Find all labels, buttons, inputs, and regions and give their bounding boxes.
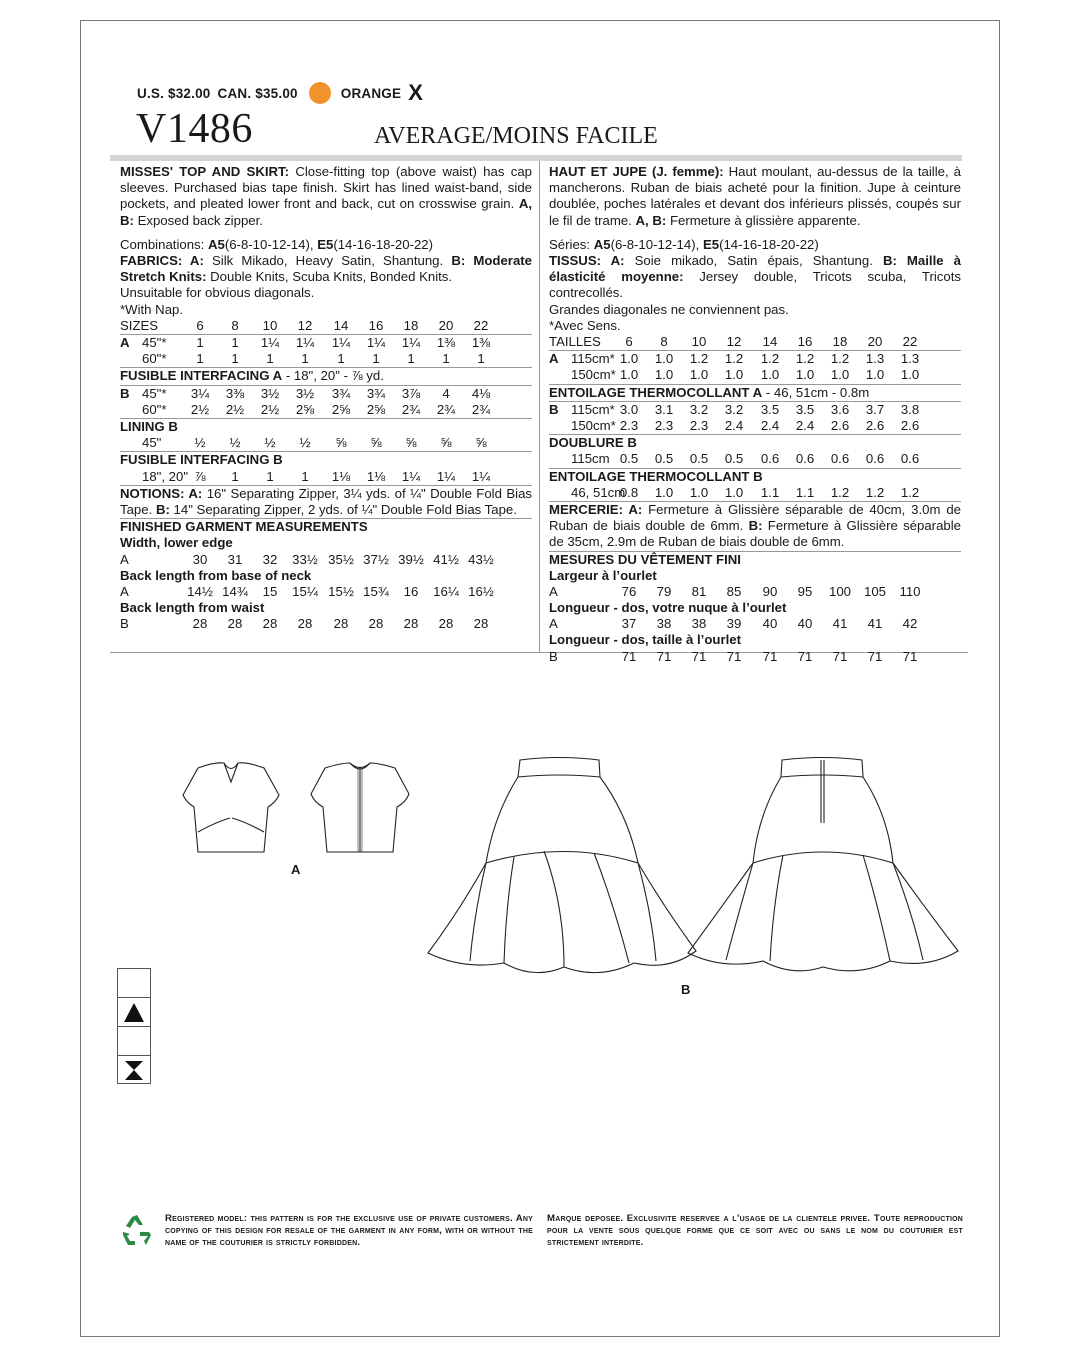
table-cell: ⅝	[335, 435, 347, 451]
table-cell: 2½	[225, 401, 245, 417]
measure-label	[549, 568, 961, 584]
table-cell: 1.0	[830, 367, 850, 383]
table-cell: 1.0	[724, 484, 744, 500]
table-cell: 1¼	[471, 468, 491, 484]
table-cell: 1	[337, 351, 345, 367]
lining-title	[120, 419, 532, 435]
table-row	[120, 402, 532, 419]
nap-note: *Avec Sens.	[549, 317, 621, 333]
table-cell: 3⅞	[401, 385, 421, 401]
table-cell: 1.0	[654, 351, 674, 367]
table-cell: 1.0	[865, 367, 885, 383]
table-cell: 28	[297, 616, 313, 632]
table-cell: 16	[797, 334, 813, 350]
row-label: A	[549, 583, 558, 599]
table-cell: 14	[333, 317, 349, 333]
row-sublabel: 115cm*	[571, 401, 615, 417]
table-cell: 71	[867, 648, 883, 664]
table-cell: 71	[902, 648, 918, 664]
row-sublabel: 60"*	[142, 401, 167, 417]
view-a-label: A	[291, 862, 301, 877]
table-cell: 41	[832, 616, 848, 632]
row-label: A	[120, 583, 129, 599]
table-cell: 12	[726, 334, 742, 350]
table-cell: 1	[231, 335, 239, 351]
table-cell: 71	[726, 648, 742, 664]
table-cell: ⅞	[194, 468, 206, 484]
unsuitable-note: Grandes diagonales ne conviennent pas.	[549, 301, 789, 317]
row-sublabel: 45"*	[142, 335, 167, 351]
table-cell: 1	[477, 351, 485, 367]
measure-label	[549, 632, 961, 648]
table-cell: 16	[368, 317, 384, 333]
row-sublabel: 18", 20"	[142, 468, 189, 484]
table-cell: 1	[196, 335, 204, 351]
table-cell: 1	[301, 468, 309, 484]
table-cell: 41	[867, 616, 883, 632]
interfacing-b-title	[120, 452, 532, 468]
table-cell: 6	[625, 334, 633, 350]
table-cell: 0.8	[619, 484, 639, 500]
table-cell: 0.6	[900, 451, 920, 467]
table-cell: 1.1	[760, 484, 780, 500]
table-cell: 39	[726, 616, 742, 632]
table-cell: 1	[231, 468, 239, 484]
table-cell: 18	[832, 334, 848, 350]
column-divider	[539, 161, 540, 652]
table-cell: 16½	[468, 583, 494, 599]
row-label: B	[549, 648, 558, 664]
table-cell: 20	[867, 334, 883, 350]
row-label: DOUBLURE B	[549, 435, 637, 451]
table-cell: 6	[196, 317, 204, 333]
row-label: Width, lower edge	[120, 535, 233, 551]
hourglass-icon	[117, 1055, 151, 1084]
table-row	[549, 485, 961, 501]
table-cell: 1.2	[689, 351, 709, 367]
table-cell: 2.4	[795, 417, 815, 433]
table-cell: 1.2	[900, 484, 920, 500]
symbol-column	[117, 968, 151, 1084]
table-cell: 71	[621, 648, 637, 664]
table-cell: 2⅝	[331, 401, 351, 417]
table-row	[120, 435, 532, 452]
orange-dot-icon	[309, 82, 331, 104]
table-cell: 16¼	[433, 583, 459, 599]
table-row	[120, 335, 532, 351]
combinations: Séries: A5(6-8-10-12-14), E5(14-16-18-20-22)	[549, 236, 819, 252]
table-cell: 28	[333, 616, 349, 632]
row-label: A	[549, 616, 558, 632]
up-triangle-icon	[117, 997, 151, 1026]
table-cell: 10	[262, 317, 278, 333]
table-cell: ½	[194, 435, 206, 451]
row-label: Back length from waist	[120, 600, 265, 616]
row-label: MESURES DU VÊTEMENT FINI	[549, 551, 741, 567]
measure-label	[549, 600, 961, 616]
table-cell: 2¾	[471, 401, 491, 417]
row-label: A	[120, 335, 130, 351]
row-label: TAILLES	[549, 334, 601, 350]
table-cell: 0.5	[654, 451, 674, 467]
table-cell: 1.0	[619, 367, 639, 383]
table-cell: 71	[762, 648, 778, 664]
table-cell: 2½	[260, 401, 280, 417]
table-cell: 28	[438, 616, 454, 632]
measure-label	[120, 600, 532, 616]
notions: NOTIONS: A: 16" Separating Zipper, 3¼ yds. of ¼" Double Fold Bias Tape. B: 14" Separating Zipper, 2 yds. of ¼" Double Fold Bias Tape.	[120, 485, 532, 517]
table-row	[549, 402, 961, 418]
difficulty-level: AVERAGE/MOINS FACILE	[374, 123, 658, 149]
table-cell: ⅝	[440, 435, 452, 451]
french-column	[549, 164, 961, 665]
table-cell: 28	[403, 616, 419, 632]
table-row	[549, 418, 961, 435]
table-cell: 33½	[292, 551, 318, 567]
table-cell: 71	[832, 648, 848, 664]
table-cell: 71	[691, 648, 707, 664]
row-sublabel: 115cm*	[571, 351, 615, 367]
table-row	[120, 584, 532, 600]
table-cell: 3⅜	[225, 385, 245, 401]
table-cell: ½	[229, 435, 241, 451]
table-cell: 90	[762, 583, 778, 599]
price-us: U.S. $32.00	[137, 85, 211, 101]
description: HAUT ET JUPE (J. femme): Haut moulant, au-dessus de la taille, à mancherons. Ruban de biais acheté pour la finition. Jupe à ceinture doublée, poches latérales et devant dos inférieurs plissés, coupés sur le fil de trame. A, B: Fermeture à glissière apparente.	[549, 164, 961, 228]
table-cell: 40	[797, 616, 813, 632]
english-column	[120, 164, 532, 632]
table-cell: 1.0	[654, 367, 674, 383]
table-cell: 14	[762, 334, 778, 350]
table-cell: 1¼	[401, 335, 421, 351]
row-label: Largeur à l’ourlet	[549, 567, 657, 583]
yardage-table	[549, 334, 961, 501]
table-cell: 95	[797, 583, 813, 599]
row-label: B	[549, 401, 559, 417]
table-row	[549, 451, 961, 468]
view-b-label: B	[681, 982, 691, 997]
table-cell: 3¼	[190, 385, 210, 401]
table-cell: 2.3	[619, 417, 639, 433]
table-cell: 1¼	[331, 335, 351, 351]
view-b-skirt-back-drawing	[678, 755, 968, 985]
table-cell: 3.1	[654, 401, 674, 417]
table-cell: 3.2	[689, 401, 709, 417]
table-cell: 8	[231, 317, 239, 333]
x-mark: X	[408, 80, 424, 105]
table-cell: 1¼	[260, 335, 280, 351]
nap-note: *With Nap.	[120, 301, 184, 317]
price-line	[137, 82, 430, 104]
table-cell: 3.5	[795, 401, 815, 417]
view-a-top-front-drawing	[176, 760, 286, 860]
row-sublabel: 60"*	[142, 351, 167, 367]
unsuitable-note: Unsuitable for obvious diagonals.	[120, 285, 315, 301]
table-cell: 100	[828, 583, 851, 599]
table-cell: 4⅛	[471, 385, 491, 401]
row-label: SIZES	[120, 317, 159, 333]
table-row	[549, 649, 961, 665]
table-cell: 1⅜	[436, 335, 456, 351]
header-rule	[110, 155, 962, 161]
table-cell: 0.6	[795, 451, 815, 467]
table-cell: 2.4	[724, 417, 744, 433]
row-sublabel: 150cm*	[571, 417, 616, 433]
table-cell: 4	[442, 385, 450, 401]
table-cell: 1.0	[760, 367, 780, 383]
row-label: B	[120, 616, 129, 632]
table-cell: 1	[266, 468, 274, 484]
legal-notice-french: Marque deposee. Exclusivite reservee a l’usage de la clientele privee. Toute reproduction pour la vente sous quelque forme que ce soit avec ou sans le nom du couturier est strictement interdite.	[547, 1213, 963, 1248]
table-cell: 1.2	[760, 351, 780, 367]
table-cell: 28	[368, 616, 384, 632]
table-cell: 35½	[328, 551, 354, 567]
table-cell: 1⅛	[366, 468, 386, 484]
legal-notice-english: Registered model: this pattern is for the exclusive use of private customers. Any copying of this design for resale of the garment in any form, with or without the name of the couturier is strictly forbidden.	[165, 1213, 533, 1248]
table-row	[549, 584, 961, 600]
table-cell: 3¾	[331, 385, 351, 401]
table-cell: 105	[863, 583, 886, 599]
row-sublabel: 45"*	[142, 385, 167, 401]
row-sublabel: 115cm	[571, 451, 610, 467]
table-cell: 18	[403, 317, 419, 333]
row-label: A	[120, 551, 129, 567]
table-cell: 15	[262, 583, 278, 599]
table-cell: 39½	[398, 551, 424, 567]
table-row	[120, 552, 532, 568]
table-cell: 8	[660, 334, 668, 350]
table-cell: 0.6	[865, 451, 885, 467]
table-cell: 1¼	[366, 335, 386, 351]
measurements-title	[120, 519, 532, 535]
table-cell: 71	[797, 648, 813, 664]
table-cell: 30	[192, 551, 208, 567]
table-cell: 1.0	[900, 367, 920, 383]
table-cell: 2.4	[760, 417, 780, 433]
table-cell: 37	[621, 616, 637, 632]
table-cell: 85	[726, 583, 742, 599]
table-cell: 42	[902, 616, 918, 632]
row-label: Longueur - dos, taille à l’ourlet	[549, 632, 741, 648]
table-cell: 1⅜	[471, 335, 491, 351]
table-cell: 2⅝	[295, 401, 315, 417]
table-cell: 1.2	[795, 351, 815, 367]
table-row	[549, 616, 961, 632]
table-cell: 1.0	[795, 367, 815, 383]
table-cell: 28	[227, 616, 243, 632]
table-cell: ½	[299, 435, 311, 451]
table-cell: 2.6	[865, 417, 885, 433]
table-cell: 1¼	[295, 335, 315, 351]
table-cell: 3½	[295, 385, 315, 401]
table-cell: 1	[301, 351, 309, 367]
row-label: A	[549, 351, 559, 367]
description: MISSES' TOP AND SKIRT: Close-fitting top (above waist) has cap sleeves. Purchased bias tape finish. Skirt has lined waist-band, side pockets, and pleated lower front and back, cut on crosswise grain. A, B: Exposed back zipper.	[120, 164, 532, 228]
table-cell: 71	[656, 648, 672, 664]
table-cell: 15¾	[363, 583, 389, 599]
row-sublabel: 46, 51cm	[571, 484, 626, 500]
table-row	[120, 616, 532, 632]
row-label: FUSIBLE INTERFACING B	[120, 452, 283, 468]
row-label: ENTOILAGE THERMOCOLLANT B	[549, 468, 763, 484]
table-cell: 0.5	[689, 451, 709, 467]
table-cell: 76	[621, 583, 637, 599]
blank-square-icon	[117, 1026, 151, 1055]
row-label: LINING B	[120, 418, 178, 434]
table-cell: 15¼	[292, 583, 318, 599]
color-name: ORANGE	[340, 85, 402, 101]
table-cell: 1.3	[865, 351, 885, 367]
table-cell: 2.6	[830, 417, 850, 433]
table-cell: 2¾	[401, 401, 421, 417]
table-cell: ⅝	[405, 435, 417, 451]
table-cell: 1.2	[865, 484, 885, 500]
interfacing-a: FUSIBLE INTERFACING A - 18", 20" - ⅞ yd.	[120, 368, 532, 385]
table-cell: 1	[266, 351, 274, 367]
table-cell: 1	[372, 351, 380, 367]
row-label: B	[120, 385, 130, 401]
table-cell: 2⅝	[366, 401, 386, 417]
table-cell: 1.1	[795, 484, 815, 500]
table-cell: 3.8	[900, 401, 920, 417]
pattern-code: V1486	[136, 106, 253, 152]
row-sublabel: 45"	[142, 435, 162, 451]
table-cell: 0.5	[724, 451, 744, 467]
table-cell: 1.0	[689, 367, 709, 383]
table-cell: 38	[656, 616, 672, 632]
table-cell: 1.0	[689, 484, 709, 500]
price-can: CAN. $35.00	[217, 85, 298, 101]
row-label: Longueur - dos, votre nuque à l’ourlet	[549, 600, 787, 616]
row-sublabel: 150cm*	[571, 367, 616, 383]
view-a-top-back-drawing	[305, 760, 415, 860]
table-cell: 1¼	[401, 468, 421, 484]
table-cell: ⅝	[475, 435, 487, 451]
table-cell: 3.6	[830, 401, 850, 417]
table-cell: 14½	[187, 583, 213, 599]
table-cell: 1¼	[436, 468, 456, 484]
table-cell: 14¾	[222, 583, 248, 599]
table-cell: 3¾	[366, 385, 386, 401]
table-cell: 22	[473, 317, 489, 333]
table-row	[120, 386, 532, 402]
table-cell: 38	[691, 616, 707, 632]
finished-measurements	[120, 518, 532, 632]
table-cell: 28	[473, 616, 489, 632]
table-cell: 15½	[328, 583, 354, 599]
table-row	[120, 469, 532, 485]
measurements-title	[549, 552, 961, 568]
table-cell: 3.0	[619, 401, 639, 417]
table-cell: 41½	[433, 551, 459, 567]
table-cell: 2.3	[654, 417, 674, 433]
table-row	[549, 351, 961, 367]
table-cell: 2.3	[689, 417, 709, 433]
sizes-row	[120, 318, 532, 335]
interfacing-b-title	[549, 469, 961, 485]
table-cell: 3.2	[724, 401, 744, 417]
lining-title	[549, 435, 961, 451]
notions: MERCERIE: A: Fermeture à Glissière séparable de 40cm, 3.0m de Ruban de biais double de 6mm. B: Fermeture à Glissière séparable de 35cm, 2.9m de Ruban de biais double de 6mm.	[549, 501, 961, 550]
table-cell: ⅝	[370, 435, 382, 451]
table-cell: 2½	[190, 401, 210, 417]
table-cell: 81	[691, 583, 707, 599]
table-cell: ½	[264, 435, 276, 451]
table-cell: 12	[297, 317, 313, 333]
table-cell: 43½	[468, 551, 494, 567]
row-label: Back length from base of neck	[120, 567, 312, 583]
table-cell: 16	[403, 583, 419, 599]
measure-label	[120, 568, 532, 584]
table-cell: 1.2	[830, 484, 850, 500]
measure-label	[120, 535, 532, 551]
table-cell: 1.2	[830, 351, 850, 367]
table-cell: 79	[656, 583, 672, 599]
table-cell: 110	[899, 583, 921, 599]
table-cell: 32	[262, 551, 278, 567]
table-cell: 1	[442, 351, 450, 367]
table-cell: 1.0	[724, 367, 744, 383]
table-cell: 3.5	[760, 401, 780, 417]
table-cell: 28	[262, 616, 278, 632]
table-cell: 1	[407, 351, 415, 367]
table-cell: 0.6	[830, 451, 850, 467]
table-cell: 1	[196, 351, 204, 367]
table-cell: 1⅛	[331, 468, 351, 484]
table-cell: 22	[902, 334, 918, 350]
table-cell: 0.6	[760, 451, 780, 467]
view-b-skirt-front-drawing	[424, 755, 704, 985]
blank-square-icon	[117, 968, 151, 997]
combinations: Combinations: A5(6-8-10-12-14), E5(14-16-18-20-22)	[120, 236, 434, 252]
table-row	[549, 367, 961, 384]
table-cell: 1.0	[654, 484, 674, 500]
recycle-icon	[118, 1212, 156, 1250]
table-row	[120, 351, 532, 368]
table-cell: 1.2	[724, 351, 744, 367]
table-cell: 1.3	[900, 351, 920, 367]
table-cell: 3.7	[865, 401, 885, 417]
finished-measurements	[549, 551, 961, 665]
table-cell: 3½	[260, 385, 280, 401]
table-cell: 37½	[363, 551, 389, 567]
table-cell: 1	[231, 351, 239, 367]
interfacing-a: ENTOILAGE THERMOCOLLANT A - 46, 51cm - 0.8m	[549, 385, 961, 402]
table-cell: 40	[762, 616, 778, 632]
table-cell: 2.6	[900, 417, 920, 433]
table-cell: 31	[227, 551, 243, 567]
fabrics: FABRICS: A: Silk Mikado, Heavy Satin, Shantung. B: Moderate Stretch Knits: Double Knits, Scuba Knits, Bonded Knits.	[120, 253, 533, 285]
row-label: FINISHED GARMENT MEASUREMENTS	[120, 519, 368, 535]
yardage-table	[120, 318, 532, 485]
table-cell: 28	[192, 616, 208, 632]
table-cell: 0.5	[619, 451, 639, 467]
sizes-row	[549, 334, 961, 351]
table-cell: 20	[438, 317, 454, 333]
fabrics: TISSUS: A: Soie mikado, Satin épais, Shantung. B: Maille à élasticité moyenne: Jersey double, Tricots scuba, Tricots contrecollés.	[549, 253, 961, 301]
table-cell: 1.0	[619, 351, 639, 367]
table-cell: 2¾	[436, 401, 456, 417]
table-cell: 10	[691, 334, 707, 350]
